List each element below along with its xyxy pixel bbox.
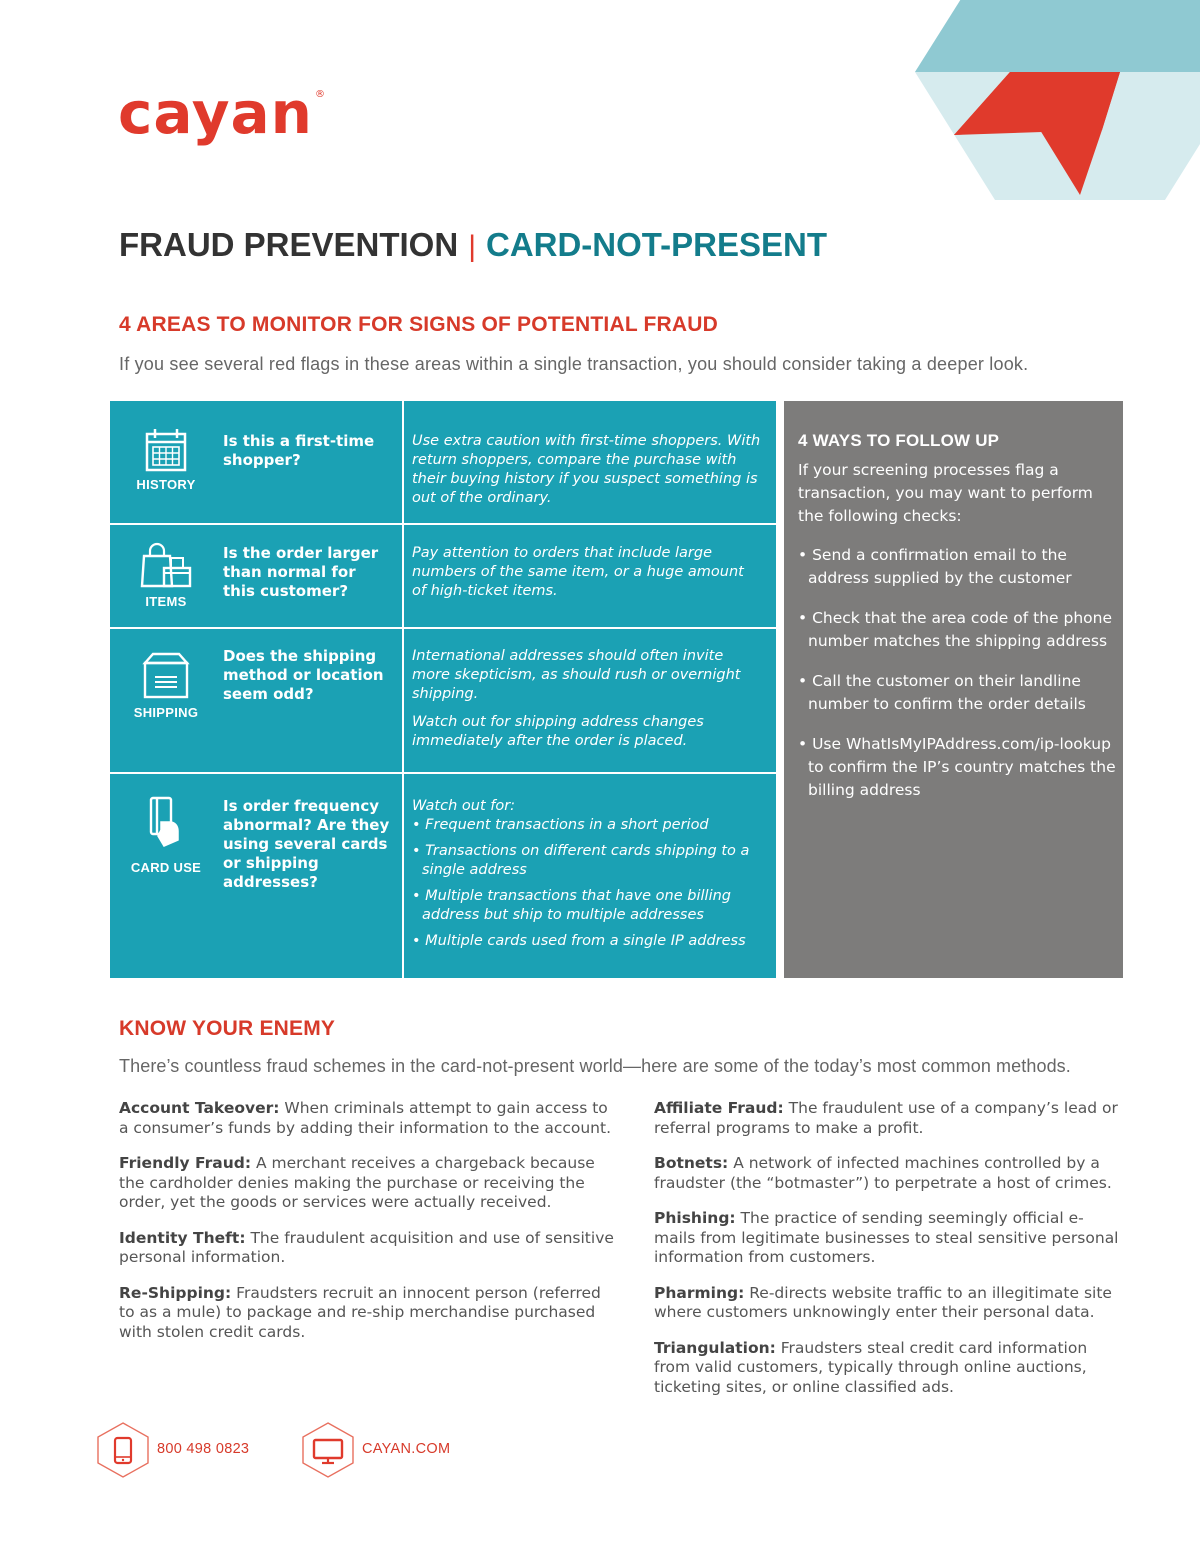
- items-answer: [412, 544, 762, 601]
- fraud-scheme-item: [654, 1209, 1124, 1268]
- areas-intro: If you see several red flags in these areas within a single transaction, you should consider taking a deeper look.: [119, 354, 1029, 374]
- follow-up-item: • Use WhatIsMyIPAddress.com/ip-lookup to confirm the IP’s country matches the billing address: [798, 735, 1116, 799]
- items-question: Is the order larger than normal for this customer?: [223, 544, 379, 600]
- history-answer: [412, 432, 762, 508]
- shipping-question: Does the shipping method or location seem odd?: [223, 647, 384, 703]
- package-box-icon: [141, 651, 191, 701]
- website-link[interactable]: CAYAN.COM: [362, 1441, 451, 1457]
- card-use-answer: [412, 797, 762, 951]
- calendar-icon: [143, 427, 189, 473]
- fraud-schemes-right-column: [654, 1099, 1124, 1413]
- scheme-term: Phishing:: [654, 1209, 736, 1227]
- phone-number[interactable]: 800 498 0823: [157, 1441, 250, 1457]
- monitor-areas-table: [110, 401, 776, 978]
- card-use-answer-intro: Watch out for:: [412, 798, 516, 814]
- scheme-description: Re-directs website traffic to an illegitimate site where customers unknowingly enter their personal data.: [654, 1283, 1112, 1321]
- scheme-description: Fraudsters recruit an innocent person (referred to as a mule) to package and re-ship merchandise purchased with stolen credit cards.: [119, 1283, 601, 1341]
- registered-mark: ®: [314, 89, 326, 100]
- follow-up-list: [796, 544, 1116, 819]
- phone-contact[interactable]: [95, 1421, 295, 1479]
- follow-up-item: • Check that the area code of the phone number matches the shipping address: [798, 609, 1112, 650]
- follow-up-item: • Send a confirmation email to the address supplied by the customer: [798, 546, 1072, 587]
- scheme-term: Pharming:: [654, 1283, 745, 1302]
- shipping-answer-text: International addresses should often invite more skepticism, as should rush or overnight shipping.: [412, 648, 741, 702]
- follow-up-intro: If your screening processes flag a transaction, you may want to perform the following checks:: [798, 461, 1093, 525]
- decorative-hexagon-graphic: [900, 0, 1200, 210]
- scheme-description: A network of infected machines controlled by a fraudster (the “botmaster”) to perpetrate a host of crimes.: [654, 1154, 1112, 1192]
- card-use-label: CARD USE: [130, 860, 202, 875]
- items-answer-text: Pay attention to orders that include large numbers of the same item, or a huge amount of high-ticket items.: [412, 545, 744, 599]
- scheme-term: Botnets:: [654, 1154, 729, 1172]
- shipping-cell: [110, 651, 222, 720]
- logo-text: cayan: [118, 79, 313, 147]
- enemy-intro: There’s countless fraud schemes in the card-not-present world—here are some of the today’s most common methods.: [119, 1056, 1071, 1076]
- card-use-bullet-list: [412, 816, 762, 951]
- title-card-not-present: CARD-NOT-PRESENT: [485, 226, 827, 263]
- shipping-answer-text-2: Watch out for shipping address changes immediately after the order is placed.: [412, 714, 704, 749]
- follow-up-title: 4 WAYS TO FOLLOW UP: [798, 431, 1000, 450]
- scheme-term: Re-Shipping:: [119, 1283, 232, 1302]
- scheme-description: The fraudulent acquisition and use of sensitive personal information.: [119, 1228, 614, 1266]
- fraud-schemes-left-column: [119, 1099, 619, 1358]
- row-divider: [110, 523, 776, 525]
- scheme-term: Friendly Fraud:: [119, 1154, 252, 1172]
- shopping-bag-icon: [138, 542, 194, 590]
- history-label: HISTORY: [136, 477, 196, 492]
- areas-heading: 4 AREAS TO MONITOR FOR SIGNS OF POTENTIAL FRAUD: [119, 313, 718, 336]
- items-cell: [110, 542, 222, 609]
- row-divider: [110, 627, 776, 629]
- history-question: Is this a first-time shopper?: [223, 432, 375, 469]
- fraud-scheme-item: [119, 1229, 619, 1268]
- items-label: ITEMS: [145, 594, 187, 609]
- scheme-description: The practice of sending seemingly official e-mails from legitimate businesses to steal sensitive personal information from customers.: [654, 1209, 1119, 1266]
- scheme-term: Account Takeover:: [119, 1099, 280, 1117]
- scheme-term: Identity Theft:: [119, 1228, 246, 1247]
- history-answer-text: Use extra caution with first-time shoppers. With return shoppers, compare the purchase with their buying history if you suspect something is out of the ordinary.: [412, 433, 761, 506]
- scheme-description: Fraudsters steal credit card information from valid customers, typically through online auctions, ticketing sites, or online classified ads.: [654, 1338, 1088, 1396]
- card-use-bullet: • Transactions on different cards shipping to a single address: [412, 843, 750, 878]
- scheme-description: A merchant receives a chargeback because the cardholder denies making the purchase or receiving the order, yet the goods or services were actually received.: [119, 1154, 595, 1211]
- phone-hexagon-icon: [95, 1421, 151, 1479]
- card-use-bullet: • Multiple cards used from a single IP address: [412, 933, 746, 949]
- shipping-label: SHIPPING: [133, 705, 199, 720]
- column-divider: [402, 401, 404, 978]
- card-use-bullet: • Multiple transactions that have one billing address but ship to multiple addresses: [412, 888, 731, 923]
- fraud-scheme-item: [119, 1099, 619, 1138]
- fraud-scheme-item: [654, 1284, 1124, 1323]
- history-cell: [110, 427, 222, 492]
- fraud-scheme-item: [654, 1099, 1124, 1138]
- card-use-cell: [110, 796, 222, 875]
- scheme-term: Affiliate Fraud:: [654, 1099, 784, 1117]
- fraud-scheme-item: [119, 1284, 619, 1343]
- scheme-description: The fraudulent use of a company’s lead or referral programs to make a profit.: [654, 1099, 1118, 1137]
- fraud-scheme-item: [119, 1154, 619, 1213]
- title-separator: |: [468, 230, 476, 263]
- fraud-scheme-item: [654, 1339, 1124, 1398]
- scheme-description: When criminals attempt to gain access to a consumer’s funds by adding their information to the account.: [119, 1099, 612, 1137]
- follow-up-item: • Call the customer on their landline number to confirm the order details: [798, 672, 1086, 713]
- cayan-logo: [118, 79, 326, 147]
- scheme-term: Triangulation:: [654, 1338, 776, 1357]
- card-in-hand-icon: [142, 796, 190, 848]
- monitor-hexagon-icon: [300, 1421, 356, 1479]
- follow-up-panel: [784, 401, 1123, 978]
- website-contact[interactable]: [300, 1421, 500, 1479]
- fraud-scheme-item: [654, 1154, 1124, 1193]
- shipping-answer: [412, 647, 762, 751]
- page-title: [119, 226, 827, 264]
- row-divider: [110, 772, 776, 774]
- title-fraud-prevention: FRAUD PREVENTION: [119, 226, 459, 263]
- card-use-question: Is order frequency abnormal? Are they using several cards or shipping addresses?: [223, 797, 390, 891]
- card-use-bullet: • Frequent transactions in a short period: [412, 817, 709, 833]
- enemy-heading: KNOW YOUR ENEMY: [119, 1017, 336, 1040]
